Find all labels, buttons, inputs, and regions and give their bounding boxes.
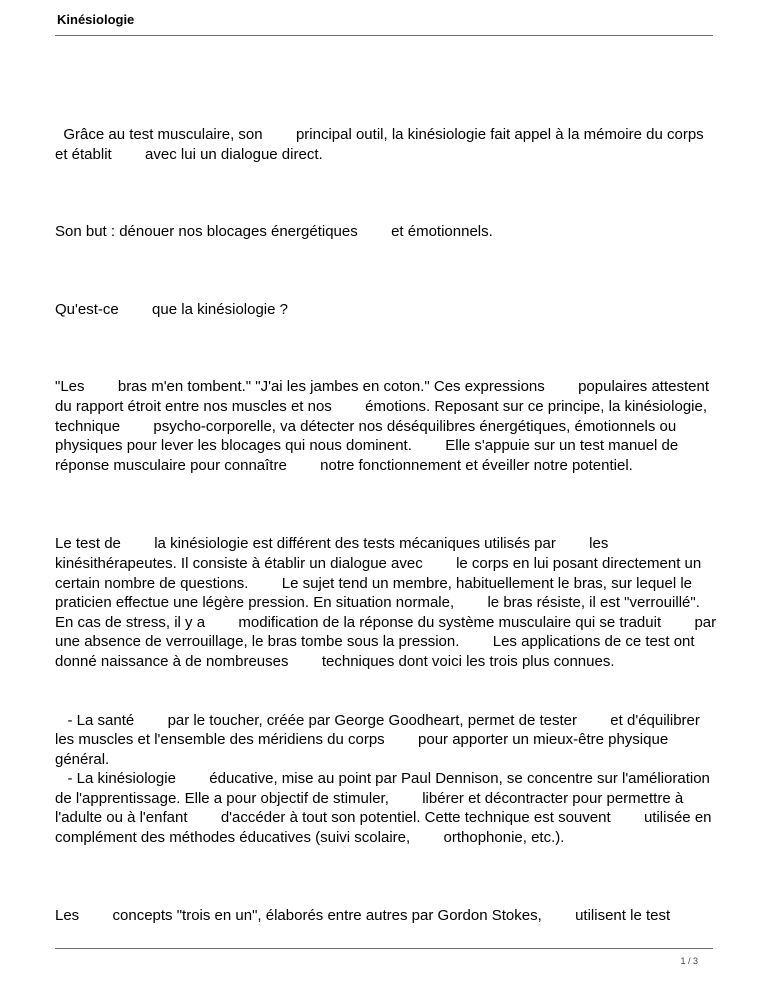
list-item-educative: - La kinésiologie éducative, mise au point par Paul Dennison, se concentre sur l'amélioration de l'apprentissage. Elle a pour objectif de stimuler, libérer et décontracter pour permettre à l'adulte ou à l'enfant d'accéder à tout son potentiel. Cette technique est souvent utilisée en complément des méthodes éducatives (suivi scolaire, orthophonie, etc.).	[55, 770, 716, 847]
intro-paragraph: Grâce au test musculaire, son principal outil, la kinésiologie fait appel à la mémoire du corps et établit avec lui un dialogue direct.	[55, 126, 708, 163]
concepts-paragraph: Les concepts "trois en un", élaborés entre autres par Gordon Stokes, utilisent le test	[55, 906, 671, 924]
list-item-sante: - La santé par le toucher, créée par George Goodheart, permet de tester et d'équilibrer les muscles et l'ensemble des méridiens du corps pour apporter un mieux-être physique général.	[55, 711, 705, 768]
document-body	[55, 125, 726, 925]
expressions-paragraph: "Les bras m'en tombent." "J'ai les jambes en coton." Ces expressions populaires attestent du rapport étroit entre nos muscles et nos émotions. Reposant sur ce principe, la kinésiologie, technique psycho-corporelle, va détecter nos déséquilibres énergétiques, émotionnels ou physiques pour lever les blocages qui nous dominent. Elle s'appuie sur un test manuel de réponse musculaire pour connaître notre fonctionnement et éveiller notre potentiel.	[55, 378, 714, 474]
document-header-title: Kinésiologie	[57, 12, 135, 27]
footer-divider	[55, 948, 713, 949]
page-number: 1 / 3	[680, 956, 698, 966]
section-question: Qu'est-ce que la kinésiologie ?	[55, 300, 288, 318]
test-paragraph: Le test de la kinésiologie est différent des tests mécaniques utilisés par les kinésithérapeutes. Il consiste à établir un dialogue avec le corps en lui posant directement un certain nombre de questions. Le sujet tend un membre, habituellement le bras, sur lequel le praticien effectue une légère pression. En situation normale, le bras résiste, il est "verrouillé". En cas de stress, il y a modification de la réponse du système musculaire qui se traduit par une absence de verrouillage, le bras tombe sous la pression. Les applications de ce test ont donné naissance à de nombreuses techniques dont voici les trois plus connues.	[55, 535, 726, 670]
goal-paragraph: Son but : dénouer nos blocages énergétiques et émotionnels.	[55, 223, 493, 241]
header-divider	[55, 35, 713, 36]
